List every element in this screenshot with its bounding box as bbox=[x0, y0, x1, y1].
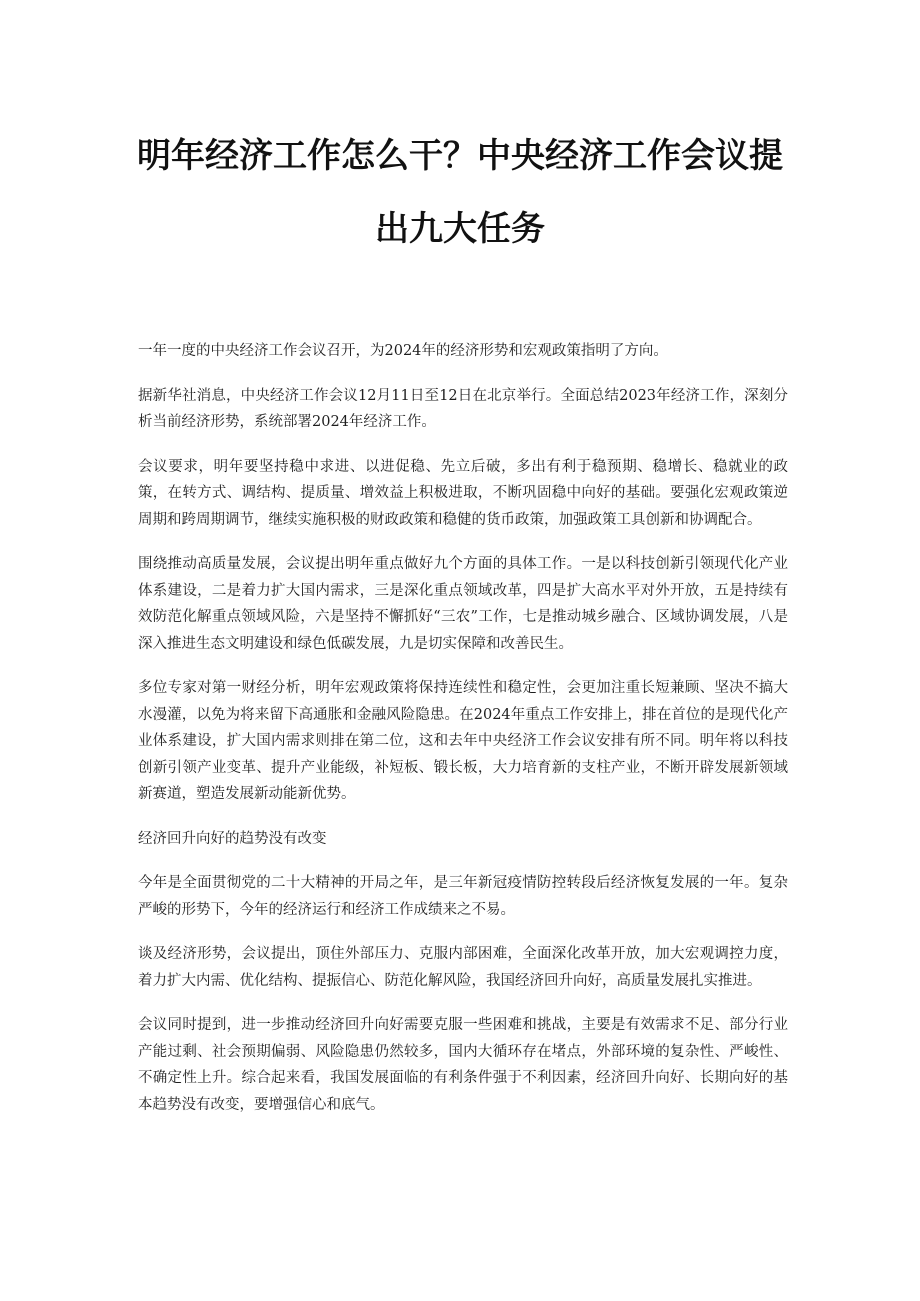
paragraph-economic-situation: 谈及经济形势，会议提出，顶住外部压力、克服内部困难，全面深化改革开放，加大宏观调控力度，着力扩大内需、优化结构、提振信心、防范化解风险，我国经济回升向好，高质量发展扎实推进。 bbox=[138, 946, 788, 989]
paragraph-xinhua-news: 据新华社消息，中央经济工作会议12月11日至12日在北京举行。全面总结2023年经济工作，深刻分析当前经济形势，系统部署2024年经济工作。 bbox=[138, 387, 788, 430]
paragraph-nine-tasks: 围绕推动高质量发展，会议提出明年重点做好九个方面的具体工作。一是以科技创新引领现代化产业体系建设，二是着力扩大国内需求，三是深化重点领域改革，四是扩大高水平对外开放，五是持续有效防范化解重点领域风险，六是坚持不懈抓好“三农”工作，七是推动城乡融合、区域协调发展，八是深入推进生态文明建设和绿色低碳发展，九是切实保障和改善民生。 bbox=[138, 556, 788, 652]
paragraph-intro: 一年一度的中央经济工作会议召开，为2024年的经济形势和宏观政策指明了方向。 bbox=[138, 343, 668, 359]
paragraph-meeting-requirements: 会议要求，明年要坚持稳中求进、以进促稳、先立后破，多出有利于稳预期、稳增长、稳就业的政策，在转方式、调结构、提质量、增效益上积极进取，不断巩固稳中向好的基础。要强化宏观政策逆周期和跨周期调节，继续实施积极的财政政策和稳健的货币政策，加强政策工具创新和协调配合。 bbox=[138, 458, 788, 528]
section-heading: 经济回升向好的趋势没有改变 bbox=[138, 830, 327, 847]
article-body bbox=[138, 338, 788, 1136]
paragraph-year-review: 今年是全面贯彻党的二十大精神的开局之年，是三年新冠疫情防控转段后经济恢复发展的一年。复杂严峻的形势下，今年的经济运行和经济工作成绩来之不易。 bbox=[138, 875, 788, 918]
article-title-line-2: 出九大任务 bbox=[375, 209, 545, 249]
paragraph-challenges: 会议同时提到，进一步推动经济回升向好需要克服一些困难和挑战，主要是有效需求不足、部分行业产能过剩、社会预期偏弱、风险隐患仍然较多，国内大循环存在堵点，外部环境的复杂性、严峻性、不确定性上升。综合起来看，我国发展面临的有利条件强于不利因素，经济回升向好、长期向好的基本趋势没有改变，要增强信心和底气。 bbox=[138, 1017, 788, 1113]
article-title-line-1: 明年经济工作怎么干？中央经济工作会议提 bbox=[137, 136, 783, 176]
article-title bbox=[120, 120, 800, 266]
paragraph-expert-analysis: 多位专家对第一财经分析，明年宏观政策将保持连续性和稳定性，会更加注重长短兼顾、坚决不搞大水漫灌，以免为将来留下高通胀和金融风险隐患。在2024年重点工作安排上，排在首位的是现代化产业体系建设，扩大国内需求则排在第二位，这和去年中央经济工作会议安排有所不同。明年将以科技创新引领产业变革、提升产业能级，补短板、锻长板，大力培育新的支柱产业，不断开辟发展新领域新赛道，塑造发展新动能新优势。 bbox=[138, 680, 788, 802]
